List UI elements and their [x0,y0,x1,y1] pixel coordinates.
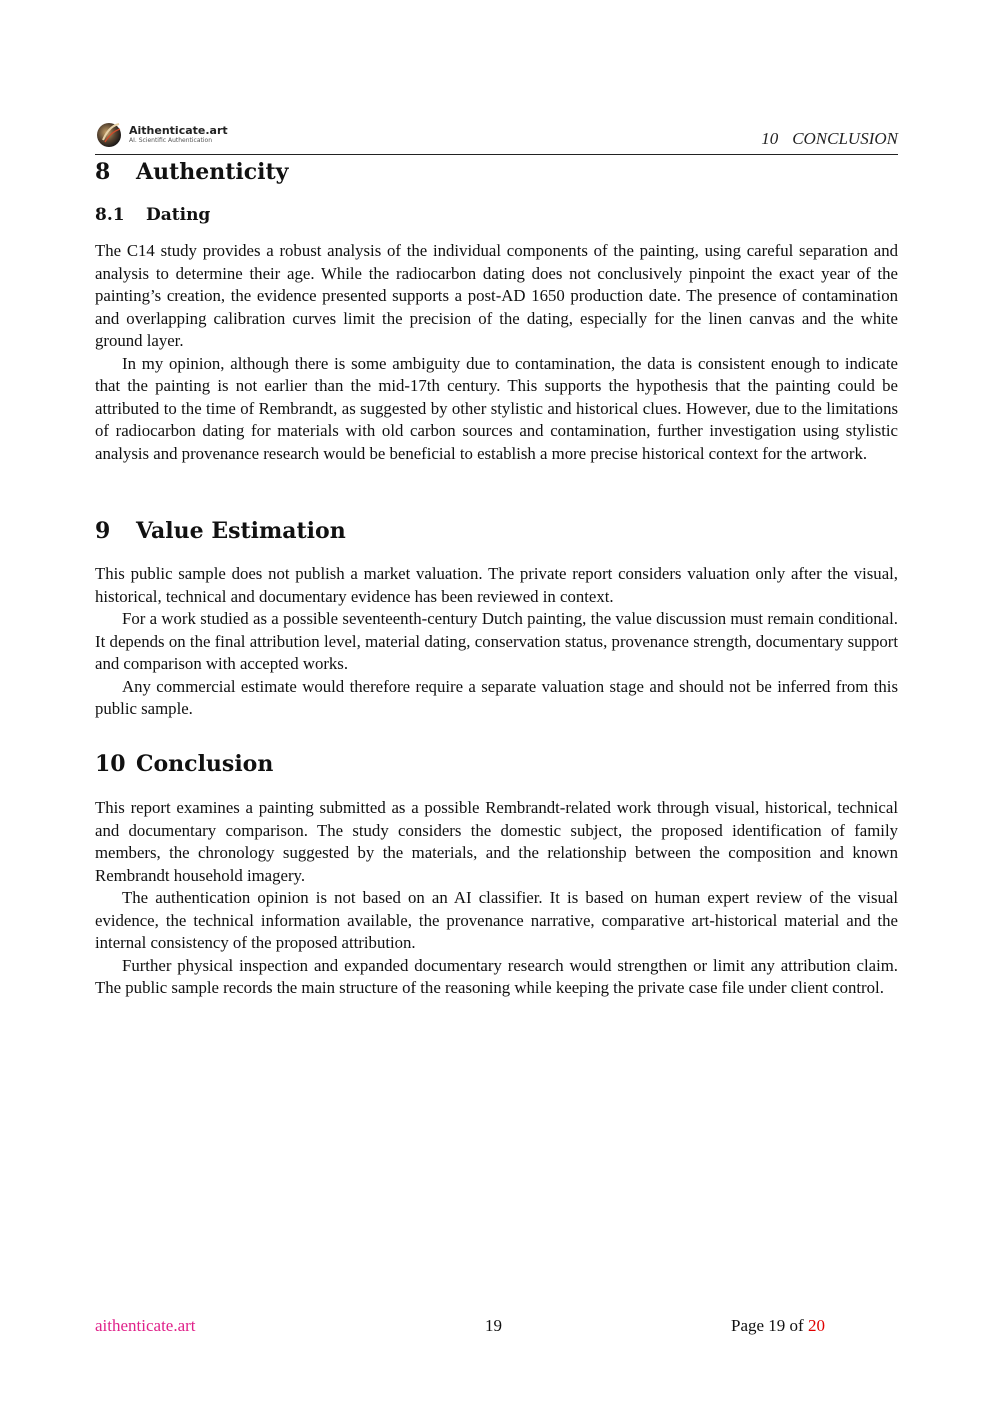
brand-tagline: AI. Scientific Authentication [129,136,213,144]
conclusion-body [95,797,898,1000]
section-number: 9 [95,518,111,544]
paragraph: For a work studied as a possible seventeenth-century Dutch painting, the value discussion must remain conditional. It depends on the final attribution level, material dating, conservation status, provenance strength, documentary support and comparison with accepted works. [95,609,898,673]
value-estimation-body [95,563,898,721]
paragraph: In my opinion, although there is some ambiguity due to contamination, the data is consistent enough to indicate that the painting is not earlier than the mid-17th century. This supports the hypothesis that the painting could be attributed to the time of Rembrandt, as suggested by other stylistic and historical clues. However, due to the limitations of radiocarbon dating for materials with old carbon sources and contamination, further investigation using stylistic analysis and provenance research would be beneficial to establish a more precise historical context for the artwork. [95,353,898,463]
section-title: Authenticity [136,159,289,185]
paragraph: Any commercial estimate would therefore require a separate valuation stage and should not be inferred from this public sample. [95,676,898,718]
running-head [761,129,898,149]
section-heading-authenticity [95,159,288,185]
brand-name: Aithenticate.art [129,123,228,137]
section-heading-conclusion [95,751,273,777]
section-title: Value Estimation [136,518,346,544]
page-header [95,118,898,155]
footer-page-of [731,1316,825,1336]
paragraph: Further physical inspection and expanded documentary research would strengthen or limit any attribution claim. The public sample records the main structure of the reasoning while keeping the private case file under client control. [95,955,898,997]
section-title: Conclusion [136,751,274,777]
section-number: 10 [95,751,126,777]
page-footer [95,1316,898,1338]
paragraph: This public sample does not publish a market valuation. The private report considers valuation only after the visual, historical, technical and documentary evidence has been reviewed in context. [95,564,898,606]
section-heading-value-estimation [95,518,346,544]
brand-logo-icon [95,120,123,148]
footer-page-number: 19 [485,1316,502,1335]
subsection-title: Dating [146,205,211,225]
brand-logo [95,120,228,148]
paragraph: This report examines a painting submitted as a possible Rembrandt-related work through visual, historical, technical and documentary comparison. The study considers the domestic subject, the proposed identification of family members, the chronology suggested by the materials, and the relationship between the composition and known Rembrandt household imagery. [95,798,898,885]
subsection-number: 8.1 [95,205,125,225]
footer-site-link[interactable]: aithenticate.art [95,1316,196,1335]
section-number: 8 [95,159,111,185]
paragraph: The C14 study provides a robust analysis of the individual components of the painting, using careful separation and analysis to determine their age. While the radiocarbon dating does not conclusively pinpoint the exact year of the painting’s creation, the evidence presented supports a post-AD 1650 production date. The presence of contamination and overlapping calibration curves limit the precision of the dating, especially for the linen canvas and the white ground layer. [95,241,898,350]
paragraph: The authentication opinion is not based on an AI classifier. It is based on human expert review of the visual evidence, the technical information available, the provenance narrative, comparative art-historical material and the internal consistency of the proposed attribution. [95,888,898,952]
page-total-link[interactable]: 20 [807,1316,825,1335]
page-of-prefix: Page 19 of [731,1316,804,1335]
dating-body [95,240,898,465]
running-head-title: CONCLUSION [792,129,898,148]
subsection-heading-dating [95,205,210,225]
document-page [95,0,898,1404]
running-head-number: 10 [761,129,779,148]
